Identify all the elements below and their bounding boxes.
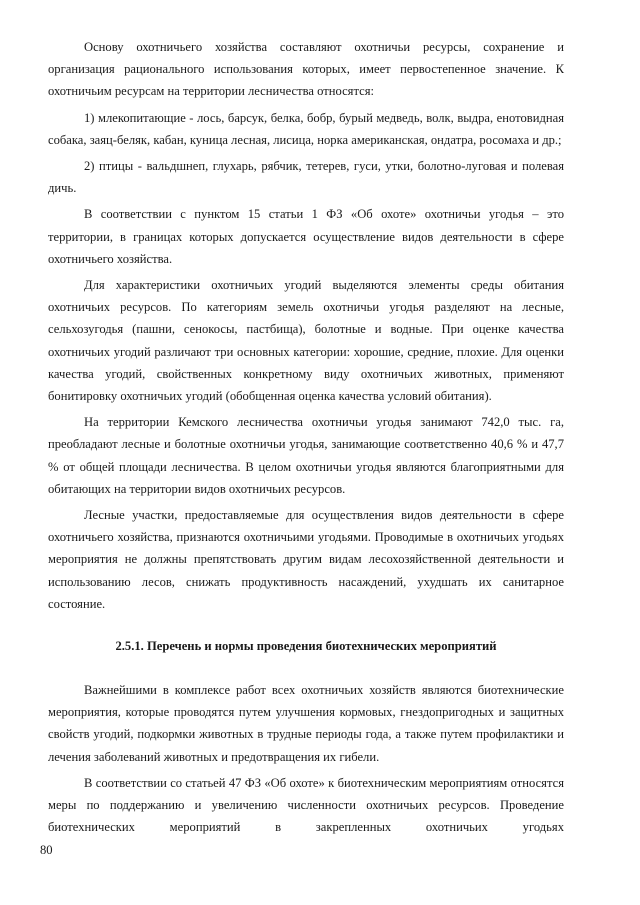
paragraph-birds-list: 2) птицы - вальдшнеп, глухарь, рябчик, тетерев, гуси, утки, болотно-луговая и полевая дичь. xyxy=(48,159,564,196)
paragraph-biotechnical-law: В соответствии со статьей 47 ФЗ «Об охоте» к биотехническим мероприятиям относятся меры по поддержанию и увеличению численности охотничьих ресурсов. Проведение биотехнических мероприятий в закрепленных охотничьих угодьях xyxy=(48,775,564,835)
paragraph-grounds-characteristics: Для характеристики охотничьих угодий выделяются элементы среды обитания охотничьих ресурсов. По категориям земель охотничьи угодья разделяют на лесные, сельхозугодья (пашни, сенокосы, пастбища), болотные и водные. При оценке качества охотничьих угодий различают три основных категории: хорошие, средние, плохие. Для оценки качества угодий, свойственных конкретному виду охотничьих животных, применяют бонитировку охотничьих угодий (обобщенная оценка качества условий обитания). xyxy=(48,278,564,404)
paragraph-hunting-grounds-definition: В соответствии с пунктом 15 статьи 1 ФЗ «Об охоте» охотничьи угодья – это территории, в границах которых допускается осуществление видов деятельности в сфере охотничьего хозяйства. xyxy=(48,207,564,266)
paragraph-mammals-list: 1) млекопитающие - лось, барсук, белка, бобр, бурый медведь, волк, выдра, енотовидная собака, заяц-беляк, кабан, куница лесная, лисица, норка американская, ондатра, росомаха и др.; xyxy=(48,110,564,147)
page-body xyxy=(48,36,564,843)
paragraph-biotechnical-importance: Важнейшими в комплексе работ всех охотничьих хозяйств являются биотехнические мероприятия, которые проводятся путем улучшения кормовых, гнездопригодных и защитных свойств угодий, подкормки животных в трудные периоды года, а также путем профилактики и лечения заболеваний животных и предотвращения их гибели. xyxy=(48,683,564,764)
paragraph-forest-plots: Лесные участки, предоставляемые для осуществления видов деятельности в сфере охотничьего хозяйства, признаются охотничьими угодьями. Проводимые в охотничьих угодьях мероприятия не должны препятствовать другим видам лесохозяйственной деятельности и использованию лесов, снижать продуктивность насаждений, ухудшать их санитарное состояние. xyxy=(48,508,564,611)
paragraph-hunting-resources-intro: Основу охотничьего хозяйства составляют охотничьи ресурсы, сохранение и организация рационального использования которых, имеет первостепенное значение. К охотничьим ресурсам на территории лесничества относятся: xyxy=(48,40,564,99)
section-heading: 2.5.1. Перечень и нормы проведения биотехнических мероприятий xyxy=(115,639,497,654)
page-number: 80 xyxy=(40,843,53,857)
paragraph-kem-forestry-area: На территории Кемского лесничества охотничьи угодья занимают 742,0 тыс. га, преобладают лесные и болотные охотничьи угодья, занимающие соответственно 40,6 % и 47,7 % от общей площади лесничества. В целом охотничьи угодья являются благоприятными для обитающих на территории видов охотничьих ресурсов. xyxy=(48,415,564,496)
